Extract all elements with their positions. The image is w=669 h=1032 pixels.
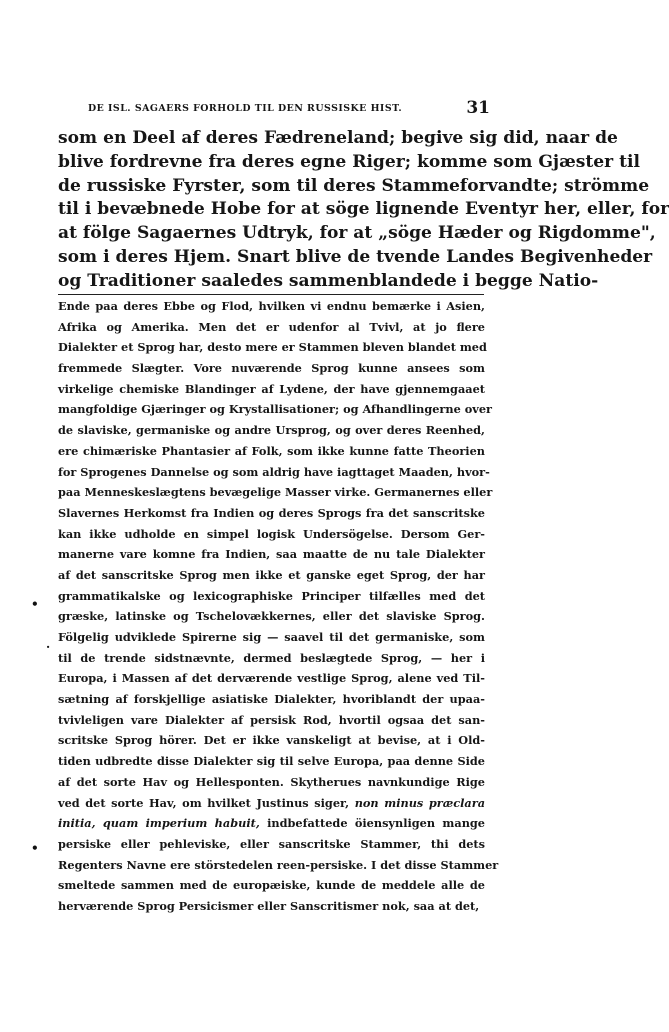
footnote-text: sætning af forskjellige asiatiske Dialekter, hvoriblandt der upaa- bbox=[58, 692, 485, 707]
text-line: og Traditioner saaledes sammenblandede i begge Natio- bbox=[58, 270, 599, 291]
footnote-text: mangfoldige Gjæringer og Krystallisationer; og Afhandlingerne over bbox=[58, 402, 492, 417]
footnote-line bbox=[58, 565, 485, 586]
text-line: de russiske Fyrster, som til deres Stammeforvandte; strömme bbox=[58, 175, 650, 196]
footnote-line bbox=[58, 710, 485, 731]
page-number: 31 bbox=[466, 98, 490, 118]
footnote-text: Europa, i Massen af det derværende vestlige Sprog, alene ved Til- bbox=[58, 671, 485, 686]
footnote-line bbox=[58, 730, 485, 751]
footnote-line bbox=[58, 813, 485, 834]
footnote-text: tiden udbredte disse Dialekter sig til selve Europa, paa denne Side bbox=[58, 754, 485, 769]
footnote-line bbox=[58, 358, 485, 379]
footnote-line bbox=[58, 482, 493, 503]
footnote-line bbox=[58, 793, 485, 814]
footnote-text: tvivleligen vare Dialekter af persisk Rod, hvortil ogsaa det san- bbox=[58, 712, 485, 727]
footnote-text: herværende Sprog Persicismer eller Sanscritismer nok, saa at det, bbox=[58, 898, 480, 913]
footnote-text: virkelige chemiske Blandinger af Lydene, der have gjennemgaaet bbox=[58, 381, 485, 396]
footnote-line bbox=[58, 772, 485, 793]
page-header bbox=[88, 99, 490, 117]
main-text bbox=[58, 127, 669, 294]
footnote-line bbox=[58, 689, 485, 710]
footnote-text: persiske eller pehleviske, eller sanscritske Stammer, thi dets bbox=[58, 836, 485, 851]
footnote-text: paa Menneskeslægtens bevægelige Masser virke. Germanernes eller bbox=[58, 485, 493, 500]
footnote-line bbox=[58, 668, 485, 689]
footnote-line bbox=[58, 648, 485, 669]
text-line: blive fordrevne fra deres egne Riger; komme som Gjæster til bbox=[58, 151, 641, 172]
footnote-text: Regenters Navne ere störstedelen reen-persiske. I det disse Stammer bbox=[58, 857, 499, 872]
footnote-line bbox=[58, 420, 485, 441]
footnote-text: fremmede Slægter. Vore nuværende Sprog kunne ansees som bbox=[58, 361, 485, 376]
footnote-text: Ende paa deres Ebbe og Flod, hvilken vi endnu bemærke i Asien, bbox=[58, 299, 485, 313]
footnote-line bbox=[58, 317, 485, 338]
text-line: at fölge Sagaernes Udtryk, for at „söge Hæder og Rigdomme", bbox=[58, 223, 656, 244]
footnote-line bbox=[58, 606, 485, 627]
footnote-line bbox=[58, 296, 485, 317]
footnote-text: Afrika og Amerika. Men det er udenfor al Tvivl, at jo flere bbox=[58, 319, 485, 334]
footnote-line bbox=[58, 855, 499, 876]
footnote bbox=[58, 296, 499, 917]
running-title: DE ISL. SAGAERS FORHOLD TIL DEN RUSSISKE HIST. bbox=[88, 103, 403, 114]
footnote-line bbox=[58, 544, 485, 565]
margin-mark: . bbox=[46, 637, 51, 651]
footnote-text: til de trende sidstnævnte, dermed beslægtede Sprog, — her i bbox=[58, 650, 485, 665]
footnote-text: smeltede sammen med de europæiske, kunde de meddele alle de bbox=[58, 878, 485, 893]
footnote-line bbox=[58, 462, 490, 483]
margin-mark: • bbox=[31, 841, 39, 855]
footnote-text: ved det sorte Hav, om hvilket Justinus siger, bbox=[58, 795, 350, 810]
footnote-line bbox=[58, 441, 485, 462]
footnote-text: kan ikke udholde en simpel logisk Undersögelse. Dersom Ger- bbox=[58, 526, 485, 541]
footnote-line bbox=[58, 337, 485, 358]
footnote-line bbox=[58, 503, 485, 524]
margin-mark: • bbox=[31, 597, 39, 611]
text-line: som i deres Hjem. Snart blive de tvende Landes Begivenheder bbox=[58, 246, 653, 267]
footnote-text: Fölgelig udviklede Spirerne sig — saavel til det germaniske, som bbox=[58, 630, 485, 644]
footnote-text: indbefattede öiensynligen mange bbox=[267, 816, 485, 831]
footnote-italic-text: non minus præclara bbox=[354, 795, 486, 810]
footnote-text: af det sorte Hav og Hellesponten. Skytherues navnkundige Rige bbox=[58, 774, 485, 789]
footnote-line bbox=[58, 834, 485, 855]
footnote-line bbox=[58, 875, 485, 896]
footnote-text: de slaviske, germaniske og andre Ursprog, og over deres Reenhed, bbox=[58, 423, 485, 438]
text-line: til i bevæbnede Hobe for at söge lignende Eventyr her, eller, for bbox=[58, 199, 669, 220]
footnote-text: af det sanscritske Sprog men ikke et ganske eget Sprog, der har bbox=[58, 567, 485, 582]
footnote-line bbox=[58, 379, 485, 400]
footnote-line bbox=[58, 586, 485, 607]
footnote-text: scritske Sprog hörer. Det er ikke vanskeligt at bevise, at i Old- bbox=[58, 733, 485, 748]
footnote-text: for Sprogenes Dannelse og som aldrig have iagttaget Maaden, hvor- bbox=[58, 464, 490, 479]
footnote-text: manerne vare komne fra Indien, saa maatte de nu tale Dialekter bbox=[58, 547, 485, 562]
text-line: som en Deel af deres Fædreneland; begive sig did, naar de bbox=[58, 128, 618, 148]
footnote-line bbox=[58, 627, 485, 648]
footnote-text: grammatikalske og lexicographiske Principer tilfælles med det bbox=[58, 588, 485, 603]
footnote-rule bbox=[58, 294, 484, 295]
footnote-text: Dialekter et Sprog har, desto mere er Stammen bleven blandet med bbox=[58, 340, 487, 355]
footnote-line bbox=[58, 399, 492, 420]
footnote-text: Slavernes Herkomst fra Indien og deres Sprogs fra det sanscritske bbox=[58, 505, 485, 520]
footnote-text: ere chimæriske Phantasier af Folk, som ikke kunne fatte Theorien bbox=[58, 443, 485, 458]
footnote-line bbox=[58, 896, 485, 917]
footnote-text: græske, latinske og Tschelovækkernes, eller det slaviske Sprog. bbox=[58, 609, 485, 624]
footnote-italic-text: initia, quam imperium habuit, bbox=[58, 816, 260, 831]
footnote-line bbox=[58, 751, 485, 772]
footnote-line bbox=[58, 524, 485, 545]
